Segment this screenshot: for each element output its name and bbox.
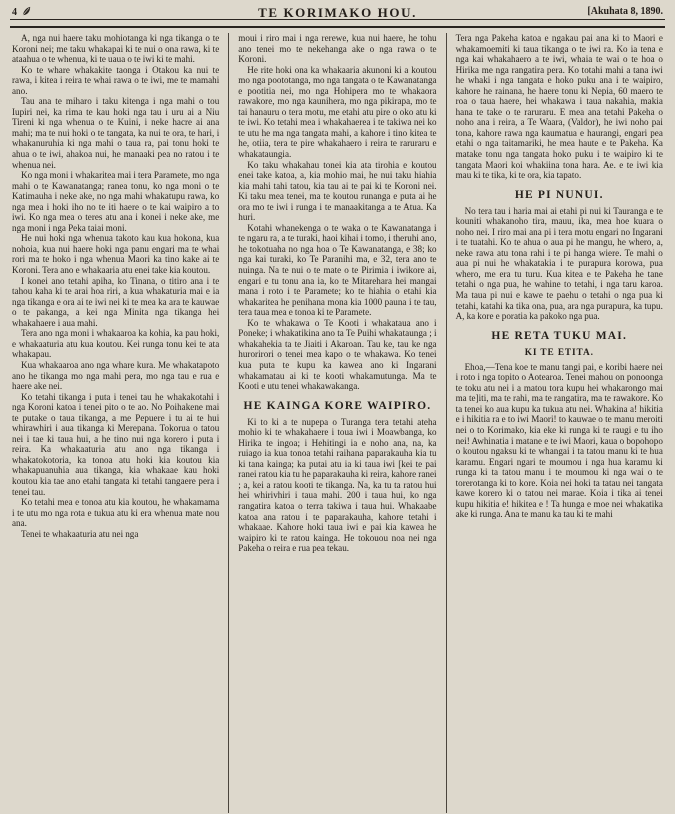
- paragraph: A, nga nui haere taku mohiotanga ki nga tikanga o te Koroni nei; me taku whakapai ki te nui o ona rawa, ki te ataahua o te whenua, ki te uaua o te iwi ki te mahi.: [12, 33, 220, 65]
- paragraph: Tera nga Pakeha katoa e ngakau pai ana ki to Maori e whakamoemiti ki taua tikanga o te iwi ra. Ko ia tena e nga kai whakahaero a te iwi, whaia te wai o te hoa o Hirika me nga rangatira pera. Ko totahi mahi a tana iwi he whaki i nga tangata e hoko puku ana i te waipiro, kahore he rainana, he haere tonu ki Nepia, 60 maero te roa o taua haere, hei whakawa i taua nakahia, makia hana te take o te raruraru. E mea ana tetahi Pakeha o noho ana i reira, a Te Waara, (Valdor), he iwi noho pai tona, kahore rawa nga kaumatua e haurangi, engari pea etahi o nga taitamariki, he mea haute e te Pakeha. Ka matake tonu nga tangata hoko puku i te waipiro ki te tangata Maori koi whakiina tona hara. Ae. e te iwi kia mau ki te tika, ki te ora, kia tapato.: [455, 33, 663, 181]
- section-heading-kainga-kore-waipiro: HE KAINGA KORE WAIPIRO.: [243, 399, 432, 412]
- subsection-heading-ki-te-etita: KI TE ETITA.: [524, 347, 594, 358]
- paragraph: Ko nga moni i whakaritea mai i tera Paramete, mo nga mahi o te Kawanatanga; ranea tonu, ko nga moni o te Katimauha i neke ake, no nga mahi whakatupu rawa, ko nga mea i hoki iho no te iti haere o te kai waipiro a to iwi. Ko nga mea o teres atu ana i konei i neke ake, me nga moni i nga Peka taiai moni.: [12, 170, 220, 233]
- masthead: [10, 6, 665, 28]
- page-number: 4: [12, 7, 18, 18]
- paragraph: No tera tau i haria mai ai etahi pi nui ki Tauranga e te kouniti whakanoho tira, mauu, ika, mea hoe kuara o noho nei. I riro mai ana pi i tera motu engari no Ingarani i te tuatahi. Ko te ahua o aua pi he mangu, he whero, a, neke rawa atu tona rahi i te pi hanga wiere. Te mahi o aua pi nui he whakatakia i te purapura korowa, pua whero, me era tu turu. Kua kitea e te Pakeha he tane tetahi o nga pua, he wahine to tetahi, i nga taru karoa. Ma taua pi nui e kawe te paehu o tetahi o nga pua ki tetahi, katahi ka tika ona, pua, ara nga purapura, ka tupu. A, ka kore e poratia ka pakoko nga pua.: [455, 205, 663, 322]
- column-2: [228, 33, 446, 813]
- section-heading-he-pi-nunui: HE PI NUNUI.: [514, 188, 604, 201]
- paragraph: Kua whakaaroa ano nga whare kura. Me whakatapoto ano he tikanga mo nga mahi pera, mo nga tau e rua e haere ake nei.: [12, 359, 220, 392]
- paragraph: Ki to ki a te nupepa o Turanga tera tetahi ateha mohio ki te whakahaere i toua iwi i Moawbanga, ko Hirika te ingoa; i Hehitingi ia e noho ana, na, ka ruiago ia kua tonoa tetahi raihana paparakauha kia tu ki tana kainga; ka putai atu ia ki taua iwi [kei te pai ranei ratou kia tu he paparakauha ki reira, kahore ranei ; a, kei a ratou kooti te tikanga. Na, ka tu ta ratou hui hei whirivhiri i taua mahi. 200 i taua hui, ko nga rangatira katoa o terra takiwa i taua hui. Whakaabe katoa ana ratou i te paparakauha, kahore tetahi i whakaae. Kahore hoki taua iwi e pai kia kawea he waipiro ki te ratou kainga. He tokouou noa nei nga Pakeha o reira e rua pea tekau.: [238, 416, 437, 554]
- paragraph: Ko tetahi mea e tonoa atu kia koutou, he whakamama i te utu mo nga rota e tukua atu ki era whenua mate nou ana.: [12, 497, 220, 529]
- column-3: [447, 33, 665, 813]
- newspaper-title: TE KORIMAKO HOU.: [258, 5, 417, 20]
- column-1: [10, 33, 228, 813]
- paragraph: Ko tetahi tikanga i puta i tenei tau he whakakotahi i nga Koroni katoa i tenei pito o te ao. No Poihakene mai te putake o taua tikanga, a me Pepuere i tu ai te hui whirawhiri i aua tikanga ki Merepana. Tokorua o tatou nei i tae ki taua hui, a he tino nui nga korero i puta i reira. Ka whakaaturia atu ano nga tikanga i whakatokotoria, ka tonoa atu hoki kia koutou kia whakapuanuhia aua tikanga, kia whakaae kau hoki koutou kia tae ano etahi tangata ki tetahi tangaere pera i tenei tau.: [12, 391, 220, 497]
- paragraph: Ehoa,—Tena koe te manu tangi pai, e koribi haere nei i roto i nga topito o Aotearoa. Tenei mahou on ponoonga te toku atu nei i a matou tora kupu hei whakarongo mai ma te]iti, ma te rahi, ma te rangatira, ma te rawakore. Ko ta tenei ko aua kupu ka tukua atu nei. Whakina a! hikitia e i hikitia ra e to iwi Maori! to kauwae o te manu meroiti nei o to Korimako, kia eke ki runga ki te raugi e tu iho nei! Awhinatia i matane e te iwi Maori, kaua o bopohopo o koutou ngaksu ki te whangai i ta tatou manu ki te hua karamu. Engari ngari te moumou i nga hua karamu ki runga ki ta tatou manu i te moumou ki nga wai o te torerotanga ki to kore. Koia nei hoki ta tatau nei tangata kawe korero ki o tatou nei marae. Koia i tika ai tenei kupu hikitia e! hikitea e ! Ta hunga e moe nei whakatika ake ki runga. Ana te manu ka tau ki te mahi: [455, 361, 663, 520]
- paragraph: I konei ano tetahi apiha, ko Tinana, o titiro ana i te tahou kaha ki te arai hoa riri, a kua whakaturia mai e ia nga tikanga e ora ai te iwi nei ki te mea ka ara te kauwae o te pakanga, a kei nga Minita nga tikanga hei whakahaere i aua mahi.: [12, 275, 220, 328]
- paragraph: Tera ano nga moni i whakaaroa ka kohia, ka pau hoki, e whakaaturia atu kua koutou. Kei runga tonu kei te ata whakapau.: [12, 328, 220, 360]
- article-columns: [10, 33, 665, 813]
- paragraph: Ko taku whakahau tonei kia ata tirohia e koutou enei take katoa, a, kia mohio mai, he nui taku hiahia kia mahi tahi tatou, kia tau ai te pai ki te Koroni nei. Ki taku mea tenei, ma te koutou runanga e puta ai he ora mo te iwi i runga i te manaakitanga a te Atua. Ka huri.: [238, 159, 437, 223]
- paragraph: He nui hoki nga whenua takoto kau kua hokona, kua nohoia, kua nui haere hoki nga panu engari ma te whai rori ma te hoko i nga whenua Maori ka tino kake ai te Koroni. Tera ano e whakaaria atu enei take kia koutou.: [12, 233, 220, 276]
- section-heading-he-reta-tuku-mai: HE RETA TUKU MAI.: [491, 329, 628, 342]
- paragraph: He rite hoki ona ka whakaaria akunoni ki a koutou mo nga poototanga, mo nga tangata o te Kawanatanga e pootitia nei, mo nga Hohipera mo te whakaora rawakore, mo nga kaunihera, mo nga pikirapa, mo te tai hanauru o tera motu, me etahi atu pire o oko atu ki te iwi. Ko tetahi mea i whakahaerea i te takiwa nei ko te utu he ma nga tangata mahi, a kahore i tino kitea te he, otiia, tera te pire whakahaero i reira te raruraru e whakataungia.: [238, 64, 437, 160]
- issue-date: [Akuhata 8, 1890.: [587, 6, 663, 17]
- paragraph: Ko te whare whakakite taonga i Otakou ka nui te rawa, i kitea i reira te whai rawa o te iwi, me te mamahi ano.: [12, 64, 220, 96]
- paragraph: moui i riro mai i nga rerewe, kua nui haere, he tohu ano tenei mo te nekehanga ake o nga rawa o te Koroni.: [238, 33, 437, 65]
- paragraph: Ko te whakawa o Te Kooti i whakataua ano i Poneke; i whakatikina ano ta Te Puihi whakataunga ; i whakahekia ta te Jiaiti i Akaroan. Tau ke, tau ke nga hurorirori o tenei mea kapo o te whakawa. Ko tenei kua puta te kupu ka kawea ano ki Ingarani whakamatau ai ki te kooti whakamutunga. Ma te Kooti e utu tenei whakawakanga.: [238, 317, 437, 392]
- paragraph: Kotahi whanekenga o te waka o te Kawanatanga i te ngaru ra, a te turaki, haoi kihai i tomo, i theruhi ano, he tokotuaha no nga hoa o Te Kawanatanga, e 38; ko nga kai turaki, ko Te Paranihi ma, e 32, tera ano te nuinga. Na te nui o te mate o te Pirimia i iwikore ai, engari e tu tonu ana ia, ko te Mitarehara hei mangai mana i roto i te Paramete; ko te hiahia o etahi kia whakaritea he penihana mona kia 1000 pauna i te tau, tera taua mea e tonoa ki te Paramete.: [238, 222, 437, 318]
- paragraph: Tau ana te miharo i taku kitenga i nga mahi o tou Iupiri nei, ka rima te kau hoki nga tau i uru ai a Niu Tireni ki nga whenua o te Kuini, i neke hacre ai ana mahi; ma te nui hoki o te tangata, ka nui te ora, te hari, i whakanuruhia ki nga mahi o taua ra, pai tonu hoki te ahua o te iwi, ahakoa nui, he manaaki pea no ratou i te whenua nei.: [12, 96, 220, 170]
- paragraph-catchline: Tenei te whakaaturia atu nei nga: [21, 528, 139, 539]
